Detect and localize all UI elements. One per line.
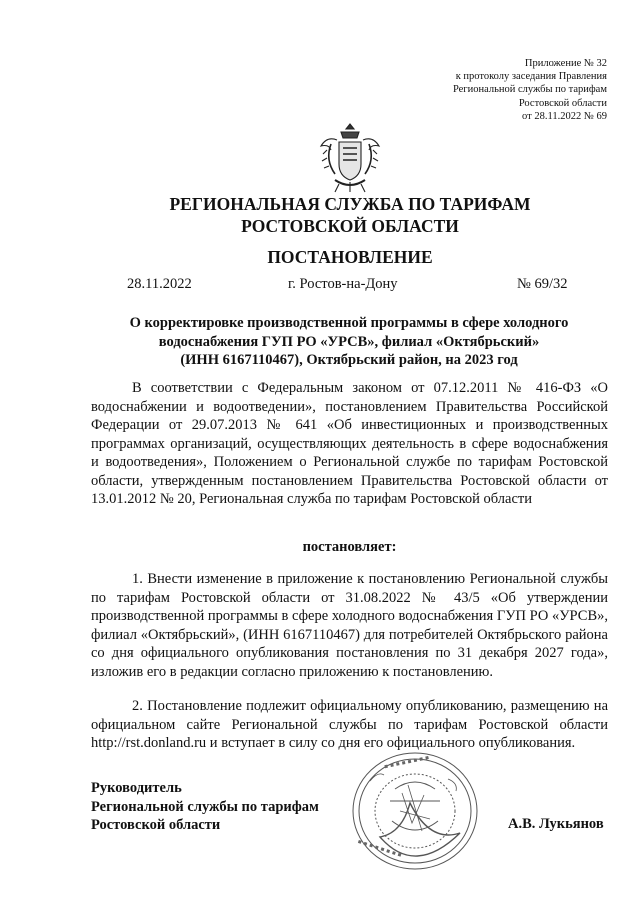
- item-2-paragraph: 2. Постановление подлежит официальному опубликованию, размещению на официальном сайте Региональной службы по тарифам Ростовской области http://rst.donland.ru и вступает в силу со дня его официального опубликования.: [91, 698, 608, 751]
- appendix-line: от 28.11.2022 № 69: [522, 110, 607, 122]
- coat-of-arms-icon: [317, 120, 383, 196]
- signatory-position-line: Руководитель: [91, 780, 182, 796]
- appendix-line: Приложение № 32: [524, 58, 607, 69]
- appendix-line: Ростовской области: [518, 97, 607, 109]
- svg-text:▪ ▪ ▪ ▪ ▪ ▪ ▪ ▪: ▪ ▪ ▪ ▪ ▪ ▪ ▪ ▪: [383, 753, 430, 771]
- subject-line: О корректировке производственной программы в сфере холодного: [129, 315, 569, 331]
- document-type: ПОСТАНОВЛЕНИЕ: [267, 247, 433, 267]
- resolves-heading: постановляет:: [302, 539, 397, 555]
- appendix-line: Региональной службы по тарифам: [452, 84, 607, 96]
- document-subject: [91, 314, 607, 370]
- subject-line: водоснабжения ГУП РО «УРСВ», филиал «Октябрьский»: [158, 333, 540, 350]
- document-date: 28.11.2022: [127, 276, 192, 292]
- svg-text:▪ ▪ ▪ ▪ ▪ ▪ ▪ ▪: ▪ ▪ ▪ ▪ ▪ ▪ ▪ ▪: [356, 837, 403, 859]
- item-1-paragraph: 1. Внести изменение в приложение к постановлению Региональной службы по тарифам Ростовской области от 31.08.2022 № 43/5 «Об утверждении производственной программы в сфере холодного водоснабжения ГУП РО «УРСВ», филиал «Октябрьский», (ИНН 6167110467) для потребителей Октябрьского района со дня официального опубликования постановления по 31 декабря 2027 года», изложив его в редакции согласно приложению к постановлению.: [91, 571, 608, 680]
- organization-title: [40, 193, 640, 237]
- signatory-position-line: Ростовской области: [91, 817, 221, 833]
- document-number: № 69/32: [517, 276, 568, 292]
- organization-title-line: РОСТОВСКОЙ ОБЛАСТИ: [241, 216, 459, 236]
- signatory-name: А.В. Лукьянов: [508, 816, 604, 832]
- signatory-position-line: Региональной службы по тарифам: [91, 798, 319, 815]
- organization-title-line: РЕГИОНАЛЬНАЯ СЛУЖБА ПО ТАРИФАМ: [169, 194, 531, 214]
- document-city: г. Ростов-на-Дону: [288, 276, 398, 292]
- date-line: [0, 276, 640, 296]
- appendix-line: к протоколу заседания Правления: [455, 71, 607, 83]
- appendix-note: [377, 57, 607, 123]
- preamble-paragraph: В соответствии с Федеральным законом от 07.12.2011 № 416-ФЗ «О водоснабжении и водоотведении», постановлением Правительства Российской Федерации от 29.07.2013 № 641 «Об инвестиционных и производственных программах организаций, осуществляющих деятельность в сфере водоснабжения и водоотведения», Положением о Региональной службе по тарифам Ростовской области, утвержденным постановлением Правительства Ростовской области от 13.01.2012 № 20, Региональная служба по тарифам Ростовской области: [91, 380, 608, 507]
- official-seal-icon: [340, 741, 490, 881]
- subject-line: (ИНН 6167110467), Октябрьский район, на 2023 год: [180, 352, 518, 368]
